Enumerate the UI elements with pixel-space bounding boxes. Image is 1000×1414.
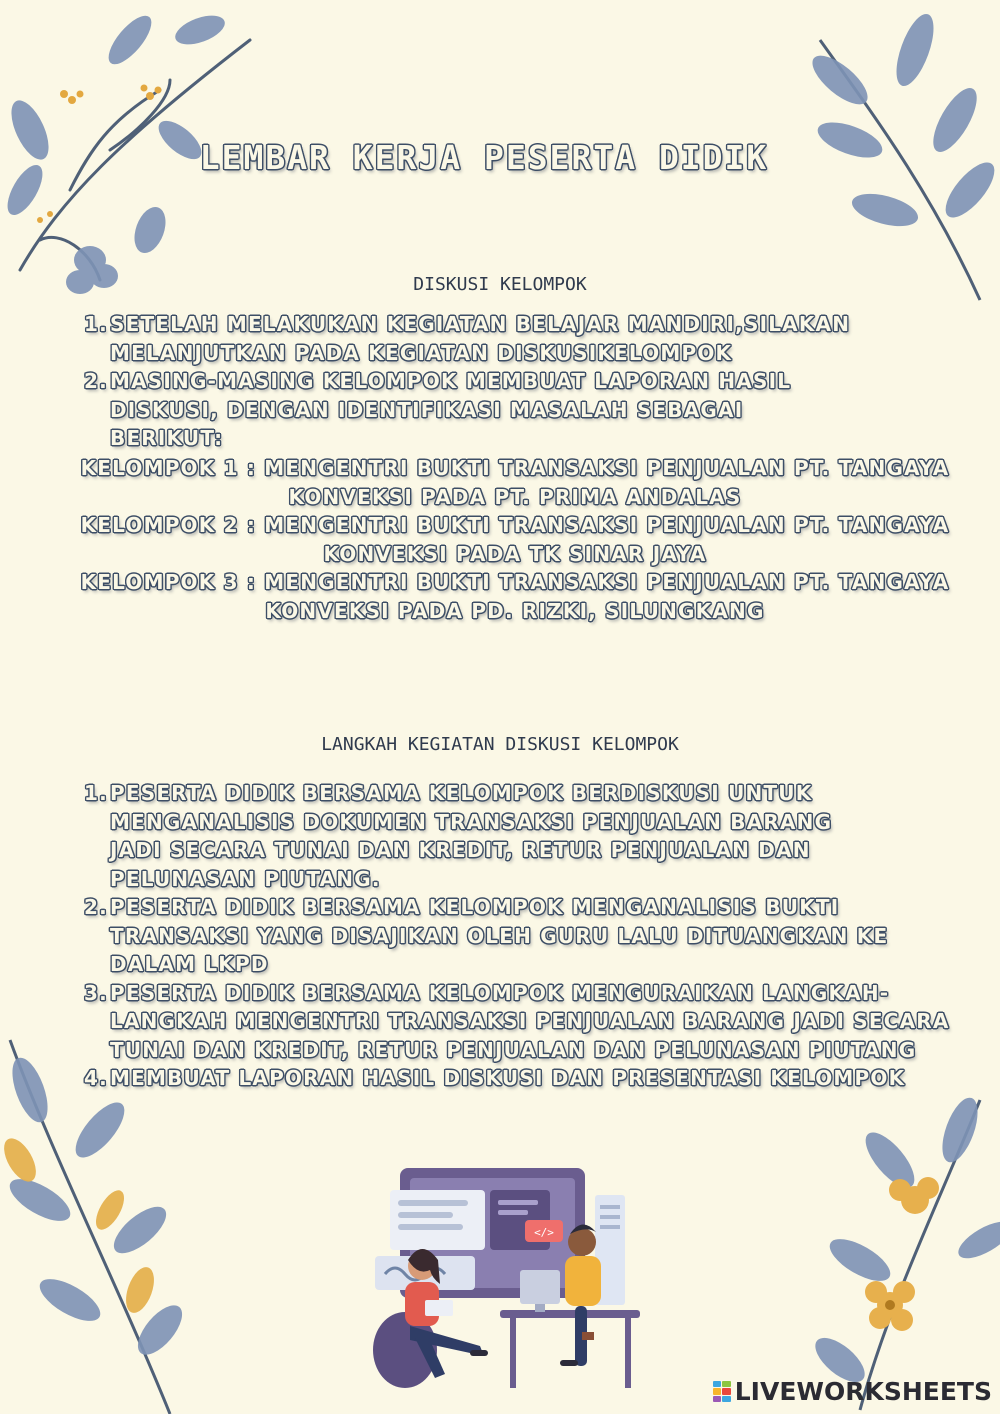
group-assignments: [60, 454, 970, 625]
group-3-line-1: KELOMPOK 3 : MENGENTRI BUKTI TRANSAKSI PENJUALAN PT. TANGAYA: [80, 570, 950, 594]
liveworksheets-wordmark: LIVEWORKSHEETS: [734, 1377, 992, 1406]
list-item: 2. MASING-MASING KELOMPOK MEMBUAT LAPORAN HASIL DISKUSI, DENGAN IDENTIFIKASI MASALAH SEBAGAI BERIKUT:: [84, 369, 792, 450]
liveworksheets-brand[interactable]: [713, 1377, 992, 1406]
list-item: 2. PESERTA DIDIK BERSAMA KELOMPOK MENGANALISIS BUKTI TRANSAKSI YANG DISAJIKAN OLEH GURU LALU DITUANGKAN KE DALAM LKPD: [84, 895, 889, 976]
leaf-branch-bottom-right: [800, 1080, 1000, 1414]
list-item: 3. PESERTA DIDIK BERSAMA KELOMPOK MENGURAIKAN LANGKAH-LANGKAH MENGENTRI TRANSAKSI PENJUALAN BARANG JADI SECARA TUNAI DAN KREDIT, RETUR PENJUALAN DAN PELUNASAN PIUTANG: [84, 980, 950, 1062]
students-computer-illustration: [360, 1160, 650, 1400]
page-title: LEMBAR KERJA PESERTA DIDIK: [199, 138, 769, 177]
list-item: 1. SETELAH MELAKUKAN KEGIATAN BELAJAR MANDIRI,SILAKAN MELANJUTKAN PADA KEGIATAN DISKUSIKELOMPOK: [84, 312, 851, 365]
code-tag-label: </>: [534, 1226, 554, 1239]
group-2-line-1: KELOMPOK 2 : MENGENTRI BUKTI TRANSAKSI PENJUALAN PT. TANGAYA: [80, 513, 950, 537]
list-item: 4. MEMBUAT LAPORAN HASIL DISKUSI DAN PRESENTASI KELOMPOK: [84, 1066, 906, 1090]
group-1-line-1: KELOMPOK 1 : MENGENTRI BUKTI TRANSAKSI PENJUALAN PT. TANGAYA: [80, 456, 950, 480]
group-1-line-2: KONVEKSI PADA PT. PRIMA ANDALAS: [288, 484, 742, 509]
liveworksheets-logo-icon: [713, 1381, 731, 1403]
activity-steps-list: [84, 779, 954, 1093]
discussion-instructions-list: [84, 310, 864, 453]
list-item: 1. PESERTA DIDIK BERSAMA KELOMPOK BERDISKUSI UNTUK MENGANALISIS DOKUMEN TRANSAKSI PENJUALAN BARANG JADI SECARA TUNAI DAN KREDIT, RETUR PENJUALAN DAN PELUNASAN PIUTANG.: [84, 781, 833, 891]
section-heading-diskusi: DISKUSI KELOMPOK: [413, 274, 587, 295]
group-3-line-2: KONVEKSI PADA PD. RIZKI, SILUNGKANG: [265, 598, 765, 623]
group-2-line-2: KONVEKSI PADA TK SINAR JAYA: [323, 541, 707, 566]
section-heading-langkah: LANGKAH KEGIATAN DISKUSI KELOMPOK: [321, 734, 679, 755]
